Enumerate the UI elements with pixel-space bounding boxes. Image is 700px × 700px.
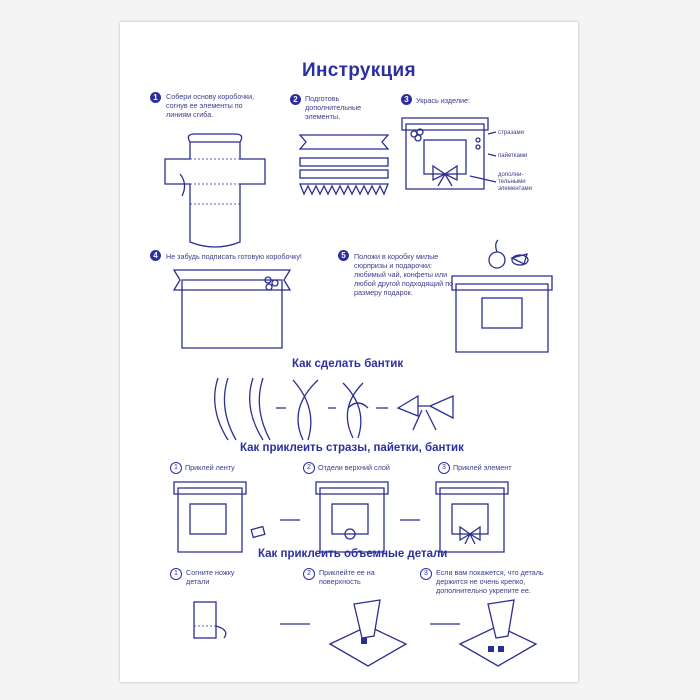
extra-elements-illustration	[296, 130, 391, 210]
stick-step-1-number: 1	[170, 462, 182, 474]
volume-step-3-number: 3	[420, 568, 432, 580]
step-4-text: Не забудь подписать готовую коробочку!	[166, 252, 302, 261]
decorated-box-illustration	[400, 114, 490, 196]
section-volume-title: Как приклеить объемные детали	[258, 548, 448, 560]
volume-step-2-number: 2	[303, 568, 315, 580]
stick-step-1-text: Приклей ленту	[185, 463, 235, 472]
volume-step-3-text: Если вам покажется, что деталь держится не очень крепко, дополнительно укрепите ее.	[436, 568, 544, 595]
page-title: Инструкция	[302, 60, 416, 81]
step-3-number: 3	[401, 94, 412, 105]
callout-sequins: пайетками	[498, 153, 528, 159]
bow-steps-illustration	[208, 368, 468, 446]
section-bow-title: Как сделать бантик	[292, 358, 404, 370]
step-1-number: 1	[150, 92, 161, 103]
gift-box-illustration	[452, 234, 552, 354]
step-5-number: 5	[338, 250, 349, 261]
step-2-number: 2	[290, 94, 301, 105]
stick-step-3-number: 3	[438, 462, 450, 474]
step-3-text: Укрась изделие:	[416, 96, 471, 105]
step-5-text: Положи в коробку милые сюрпризы и подарочки: любимый чай, конфеты или любой другой подходящий по размеру подарок.	[354, 252, 454, 297]
step-4-number: 4	[150, 250, 161, 261]
box-net-illustration	[160, 134, 270, 264]
step-1-text: Собери основу коробочки, согнув ее элементы по линиям сгиба.	[166, 92, 255, 119]
stick-step-2-text: Отдели верхний слой	[318, 463, 390, 472]
stick-step-3-text: Приклей элемент	[453, 463, 512, 472]
stick-step-2-number: 2	[303, 462, 315, 474]
section-stick-title: Как приклеить стразы, пайетки, бантик	[240, 442, 464, 454]
volume-steps-illustration	[180, 594, 540, 674]
instruction-sheet	[120, 22, 578, 682]
callout-rhinestones: стразами	[498, 130, 524, 136]
labeled-box-illustration	[172, 270, 292, 355]
callout-extra-elements: дополни-тельными элементами	[498, 172, 533, 192]
volume-step-1-text: Согните ножку детали	[186, 568, 235, 586]
volume-step-1-number: 1	[170, 568, 182, 580]
step-2-text: Подготовь дополнительные элементы.	[305, 94, 362, 121]
volume-step-2-text: Приклейте ее на поверхность	[319, 568, 375, 586]
